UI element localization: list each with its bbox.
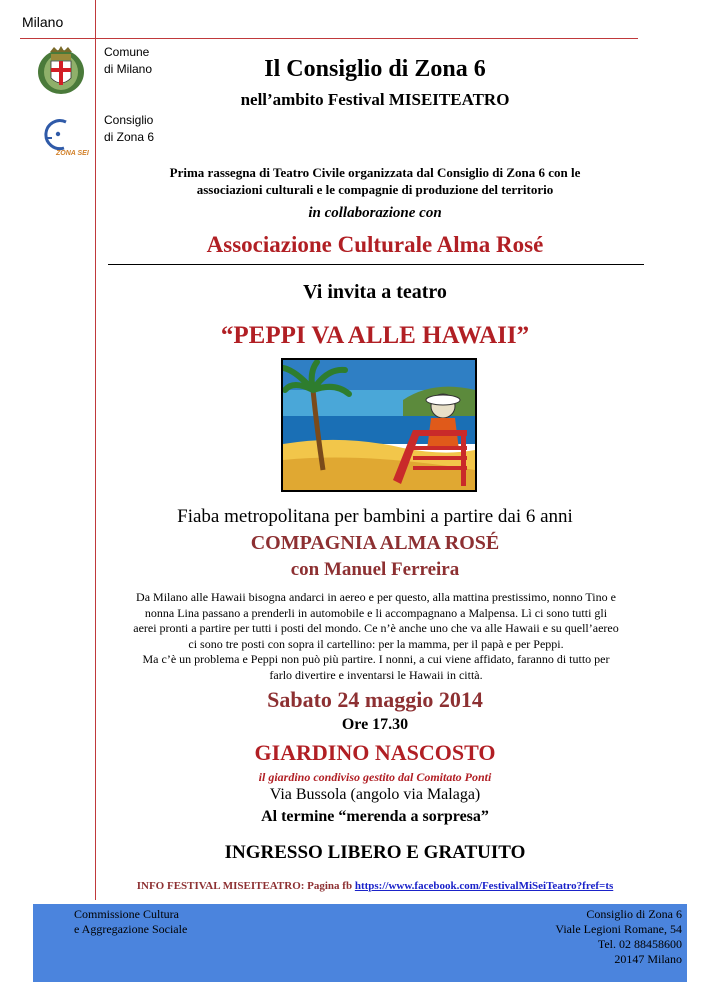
story-line: Ma c’è un problema e Peppi non può più partire. I nonni, a cui viene affidato, faranno di tutto per — [142, 652, 610, 667]
fiaba-description: Fiaba metropolitana per bambini a partire dai 6 anni — [177, 506, 573, 527]
info-line — [95, 880, 655, 892]
collaboration-label: in collaborazione con — [308, 205, 442, 221]
section-divider — [108, 264, 644, 265]
comune-line: di Milano — [104, 62, 153, 76]
main-title: Il Consiglio di Zona 6 — [264, 56, 486, 82]
consiglio-label — [104, 112, 154, 146]
milano-coat-of-arms-icon — [36, 44, 86, 96]
zona-sei-logo-text: ZONA SEI — [56, 150, 89, 157]
footer-left — [74, 907, 187, 937]
association-name: Associazione Culturale Alma Rosé — [206, 232, 544, 257]
festival-subtitle: nell’ambito Festival MISEITEATRO — [240, 90, 510, 109]
consiglio-line: di Zona 6 — [104, 130, 155, 144]
info-label: INFO FESTIVAL MISEITEATRO: Pagina fb — [136, 880, 353, 892]
footer-right-line: Viale Legioni Romane, 54 — [555, 922, 682, 936]
consiglio-line: Consiglio — [104, 113, 154, 127]
event-date: Sabato 24 maggio 2014 — [267, 687, 483, 712]
entry-info: INGRESSO LIBERO E GRATUITO — [224, 842, 526, 863]
footer-right-line: Tel. 02 88458600 — [597, 937, 682, 951]
story-line: nonna Lina passano a prenderli in automobile e li accompagnano a Malpensa. Lì ci sono tutti gli — [144, 605, 608, 620]
after-show-note: Al termine “merenda a sorpresa” — [261, 808, 489, 825]
footer-left-line: e Aggregazione Sociale — [74, 922, 188, 936]
story-line: Da Milano alle Hawaii bisogna andarci in aereo e per questo, alla mattina prestissimo, nonno Tino e — [136, 590, 616, 604]
story-line: ci sono tre posti con sopra il cartellino: per la mamma, per il papà e per Peppi. — [188, 636, 564, 651]
footer-left-line: Commissione Cultura — [74, 907, 179, 921]
comune-line: Comune — [104, 45, 150, 59]
rassegna-description — [95, 164, 655, 198]
event-time: Ore 17.30 — [341, 716, 409, 733]
company-name: COMPAGNIA ALMA ROSÉ — [250, 532, 500, 554]
footer-right-line: 20147 Milano — [614, 952, 682, 966]
show-title: “PEPPI VA ALLE HAWAII” — [220, 322, 530, 349]
beach-illustration — [281, 358, 477, 492]
venue-name: GIARDINO NASCOSTO — [254, 740, 496, 765]
performer-name: con Manuel Ferreira — [290, 559, 460, 580]
venue-address: Via Bussola (angolo via Malaga) — [269, 786, 481, 803]
venue-subtitle: il giardino condiviso gestito dal Comitato Ponti — [258, 770, 492, 784]
footer-right — [500, 907, 682, 967]
story-line: farlo divertire e inventarsi le Hawaii in città. — [269, 667, 483, 682]
rassegna-line: associazioni culturali e le compagnie di produzione del territorio — [196, 182, 554, 197]
facebook-link[interactable]: https://www.facebook.com/FestivalMiSeiTeatro?fref=ts — [354, 880, 614, 892]
city-label: Milano — [22, 14, 64, 30]
rassegna-line: Prima rassegna di Teatro Civile organizzata dal Consiglio di Zona 6 con le — [169, 165, 581, 180]
footer-right-line: Consiglio di Zona 6 — [586, 907, 682, 921]
invitation-text: Vi invita a teatro — [303, 281, 447, 303]
story-paragraph — [108, 590, 644, 684]
margin-rule-top — [20, 38, 638, 39]
story-line: aerei pronti a partire per tutti i posti del mondo. Ce n’è anche uno che va alle Hawaii e su quell’aereo — [133, 621, 619, 636]
